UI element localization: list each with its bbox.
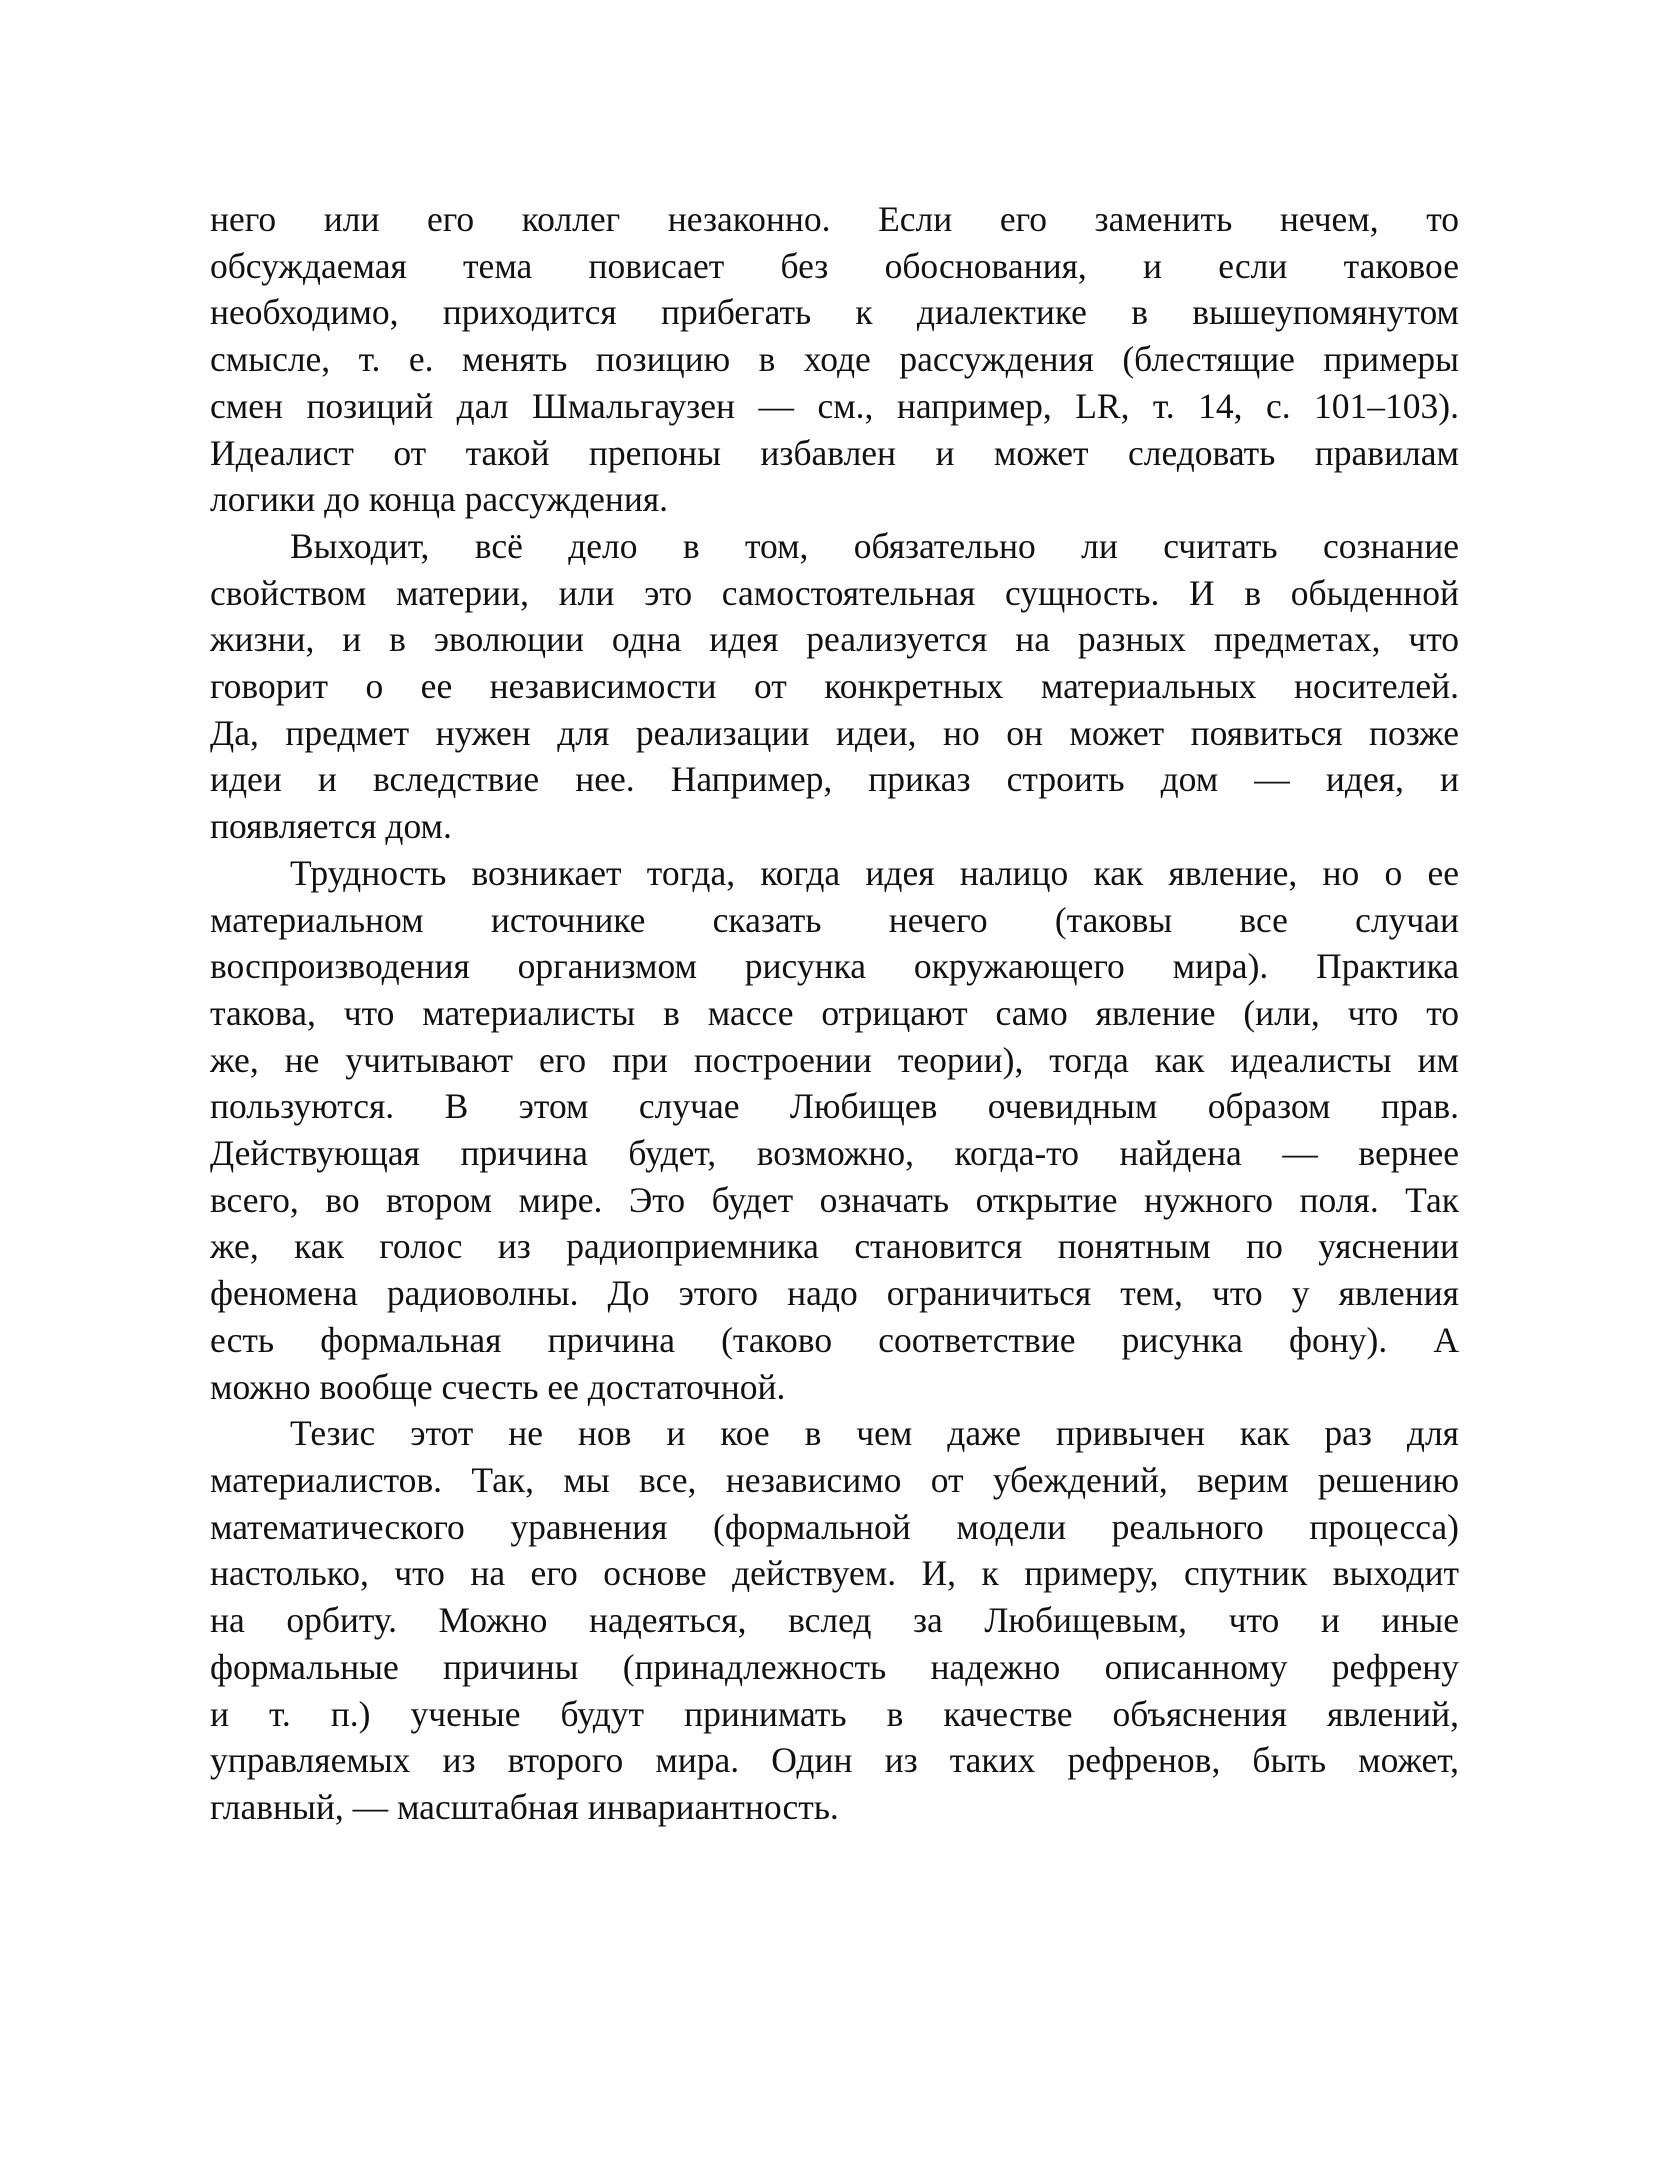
text-line: такова, что материалисты в массе отрицают само явление (или, что то [210,992,1459,1033]
paragraph-4 [210,1410,1459,1830]
paragraph-2 [210,523,1459,850]
text-line: формальные причины (принадлежность надежно описанному рефрену [210,1646,1459,1687]
text-line: Тезис этот не нов и кое в чем даже привычен как раз для [290,1413,1459,1454]
text-line: математического уравнения (формальной модели реального процесса) [210,1506,1459,1547]
text-line: смен позиций дал Шмальгаузен — см., например, LR, т. 14, с. 101–103). [210,385,1459,426]
text-line: же, не учитывают его при построении теории), тогда как идеалисты им [210,1039,1459,1080]
text-line: на орбиту. Можно надеяться, вслед за Любищевым, что и иные [210,1600,1459,1641]
text-line: Выходит, всё дело в том, обязательно ли считать сознание [290,525,1459,566]
text-line: появляется дом. [210,806,452,847]
text-line: Трудность возникает тогда, когда идея налицо как явление, но о ее [290,852,1459,893]
document-page [210,196,1459,1831]
text-line: говорит о ее независимости от конкретных материальных носителей. [210,666,1459,707]
text-line: материальном источнике сказать нечего (таковы все случаи [210,899,1459,940]
paragraph-1 [210,196,1459,523]
text-line: и т. п.) ученые будут принимать в качестве объяснения явлений, [210,1693,1459,1734]
text-line: Да, предмет нужен для реализации идеи, но он может появиться позже [210,712,1459,753]
text-line: материалистов. Так, мы все, независимо от убеждений, верим решению [210,1459,1459,1500]
text-line: феномена радиоволны. До этого надо ограничиться тем, что у явления [210,1273,1459,1314]
text-line: идеи и вследствие нее. Например, приказ строить дом — идея, и [210,759,1459,800]
text-line: Идеалист от такой препоны избавлен и может следовать правилам [210,432,1459,473]
text-line: же, как голос из радиоприемника становится понятным по уяснении [210,1226,1459,1267]
text-line: свойством материи, или это самостоятельная сущность. И в обыденной [210,572,1459,613]
text-line: него или его коллег незаконно. Если его заменить нечем, то [210,199,1459,239]
text-line: управляемых из второго мира. Один из таких рефренов, быть может, [210,1740,1459,1781]
text-line: жизни, и в эволюции одна идея реализуется на разных предметах, что [210,619,1459,660]
text-line: необходимо, приходится прибегать к диалектике в вышеупомянутом [210,292,1459,333]
text-line: главный, — масштабная инвариантность. [210,1786,839,1827]
text-line: воспроизводения организмом рисунка окружающего мира). Практика [210,946,1459,987]
text-line: Действующая причина будет, возможно, когда-то найдена — вернее [210,1133,1459,1174]
text-line: пользуются. В этом случае Любищев очевидным образом прав. [210,1086,1459,1127]
text-line: логики до конца рассуждения. [210,479,669,520]
text-line: есть формальная причина (таково соответствие рисунка фону). А [210,1319,1459,1360]
paragraph-3 [210,850,1459,1410]
text-line: настолько, что на его основе действуем. И, к примеру, спутник выходит [210,1553,1459,1594]
text-line: всего, во втором мире. Это будет означать открытие нужного поля. Так [210,1179,1459,1220]
text-line: смысле, т. е. менять позицию в ходе рассуждения (блестящие примеры [210,339,1459,380]
text-line: можно вообще счесть ее достаточной. [210,1366,786,1407]
text-line: обсуждаемая тема повисает без обоснования, и если таковое [210,245,1459,286]
